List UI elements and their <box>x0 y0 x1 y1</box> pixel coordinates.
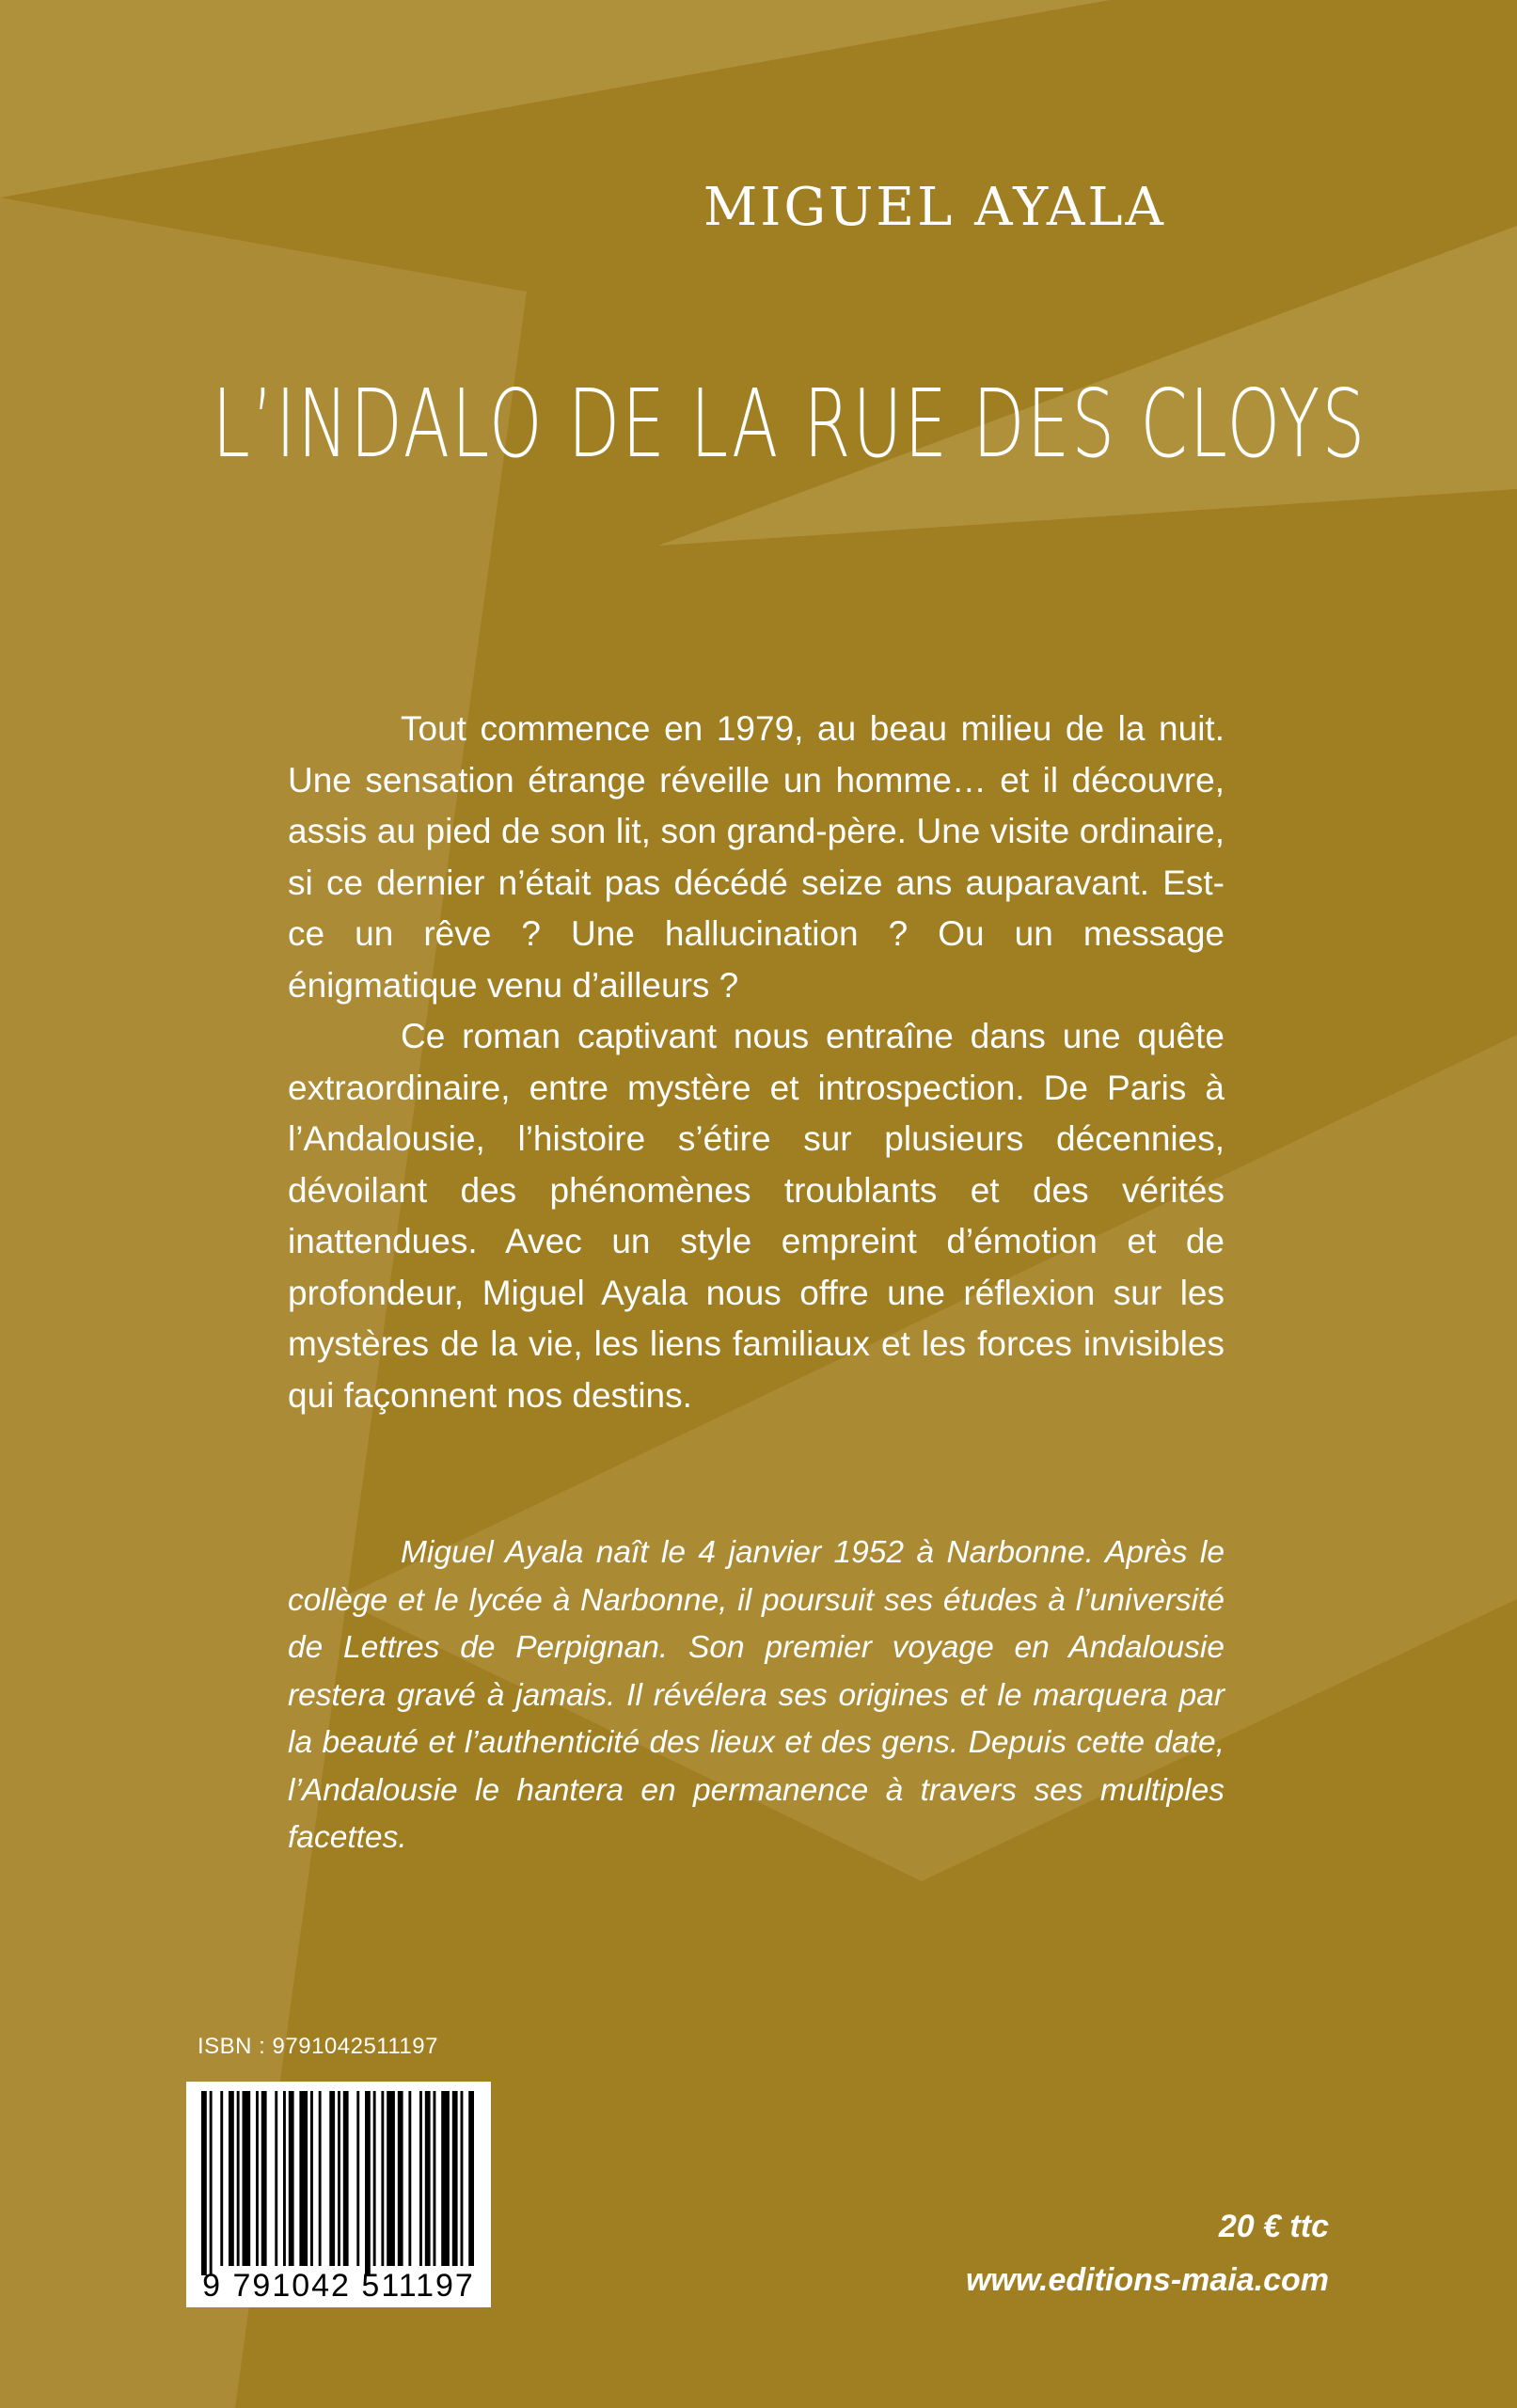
barcode-bar <box>319 2091 322 2266</box>
barcode-bar <box>452 2091 458 2266</box>
publisher-website: www.editions-maia.com <box>965 2262 1329 2298</box>
author-bio-paragraph: Miguel Ayala naît le 4 janvier 1952 à Narbonne. Après le collège et le lycée à Narbonne, il poursuit ses études à l’université de Lettres de Perpignan. Son premier voyage en Andalousie restera gravé à jamais. Il révélera ses origines et le marquera par la beauté et l’authenticité des lieux et des gens. Depuis cette date, l’Andalousie le hantera en permanence à travers ses multiples facettes. <box>288 1535 1225 1855</box>
barcode-bar <box>310 2091 313 2266</box>
barcode-bar <box>343 2091 349 2266</box>
barcode-bar <box>299 2091 308 2266</box>
barcode-bar <box>419 2091 422 2266</box>
barcode-bar <box>275 2091 277 2266</box>
barcode-bar <box>468 2091 474 2266</box>
book-title: L’INDALO DE LA RUE DES CLOYS <box>212 369 1367 479</box>
barcode-bar <box>256 2091 259 2266</box>
barcode-bar <box>356 2091 359 2266</box>
barcode-bar <box>220 2091 223 2266</box>
barcode-bar <box>387 2091 395 2266</box>
barcode-bar <box>425 2091 431 2266</box>
barcode-bar <box>408 2091 411 2266</box>
synopsis-paragraph: Tout commence en 1979, au beau milieu de la nuit. Une sensation étrange réveille un homme… et il découvre, assis au pied de son lit, son grand-père. Une visite ordinaire, si ce dernier n’était pas décédé seize ans auparavant. Est-ce un rêve ? Une hallucination ? Ou un message énigmatique venu d’ailleurs ? <box>288 709 1225 1005</box>
barcode-bar <box>441 2091 450 2266</box>
synopsis <box>288 704 1225 1421</box>
barcode-bar <box>329 2091 335 2266</box>
barcode-bar <box>243 2091 251 2266</box>
barcode-bar <box>338 2091 340 2266</box>
barcode-bar <box>201 2091 207 2275</box>
barcode-bar <box>289 2091 294 2266</box>
barcode <box>186 2082 491 2307</box>
barcode-bar <box>229 2091 234 2266</box>
barcode-bar <box>283 2091 286 2266</box>
barcode-bar <box>365 2091 371 2275</box>
barcode-bar <box>237 2091 240 2266</box>
barcode-bar <box>261 2091 267 2266</box>
synopsis-paragraph: Ce roman captivant nous entraîne dans une quête extraordinaire, entre mystère et introspection. De Paris à l’Andalousie, l’histoire s’étire sur plusieurs décennies, dévoilant des phénomènes troublants et des vérités inattendues. Avec un style empreint d’émotion et de profondeur, Miguel Ayala nous offre une réflexion sur les mystères de la vie, les liens familiaux et les forces invisibles qui façonnent nos destins. <box>288 1017 1225 1415</box>
barcode-digits: 9 791042 511197 <box>202 2268 475 2304</box>
price: 20 € ttc <box>1218 2209 1329 2244</box>
author-name: MIGUEL AYALA <box>703 177 1166 238</box>
barcode-bar <box>373 2091 376 2266</box>
barcode-bar <box>461 2091 464 2266</box>
author-bio <box>288 1529 1225 1862</box>
barcode-bar <box>381 2091 384 2266</box>
barcode-bar <box>434 2091 436 2266</box>
isbn-label: ISBN : 9791042511197 <box>198 2034 438 2059</box>
barcode-bar <box>398 2091 403 2266</box>
barcode-bar <box>210 2091 213 2275</box>
